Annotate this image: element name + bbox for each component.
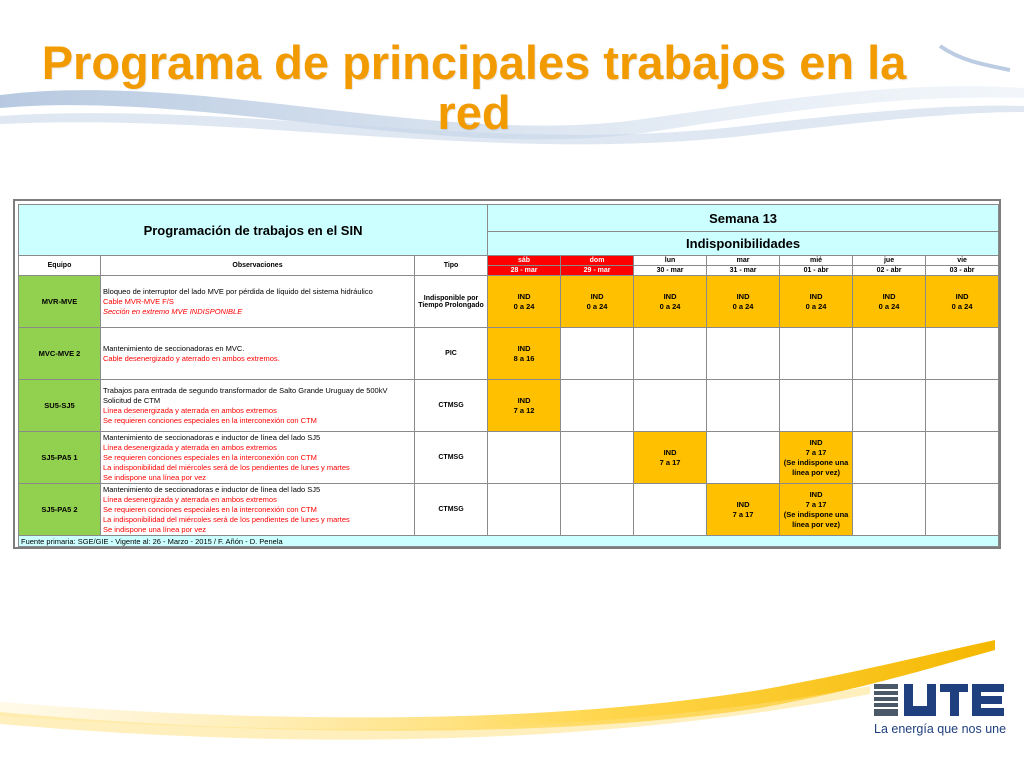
column-header-equipo: Equipo [19,256,101,276]
ute-logo [874,680,1006,720]
day-name-cell: sáb [488,256,561,266]
observation-line: Se indispone una línea por vez [103,472,206,482]
observation-line: La indisponibilidad del miércoles será de los pendientes de lunes y martes [103,462,350,472]
empty-day-cell [634,380,707,432]
table-row [19,432,999,484]
type-cell: CTMSG [415,432,488,484]
unavailability-header: Indisponibilidades [488,232,999,256]
equipment-cell: SJ5-PA5 2 [19,484,101,536]
observation-line: La indisponibilidad del miércoles será de los pendientes de lunes y martes [103,514,350,524]
observation-line: Se requieren conciones especiales en la interconexión con CTM [103,452,317,462]
empty-day-cell [561,432,634,484]
empty-day-cell [634,484,707,536]
empty-day-cell [780,328,853,380]
column-header-observaciones: Observaciones [101,256,415,276]
table-row [19,276,999,328]
schedule-table [18,204,999,547]
observation-line: Se requieren conciones especiales en la interconexión con CTM [103,504,317,514]
table-footer-source: Fuente primaria: SGE/GIE - Vigente al: 26 - Marzo - 2015 / F. Añón - D. Penela [19,536,999,547]
observation-line: Solicitud de CTM [103,395,161,405]
observations-cell [101,380,415,432]
day-name-cell: mié [780,256,853,266]
observation-line: Trabajos para entrada de segundo transformador de Salto Grande Uruguay de 500kV [103,385,388,395]
type-cell: CTMSG [415,484,488,536]
unavailability-cell: IND 8 a 16 [488,328,561,380]
empty-day-cell [926,432,999,484]
empty-day-cell [707,432,780,484]
day-date-cell: 29 - mar [561,266,634,276]
empty-day-cell [488,432,561,484]
empty-day-cell [634,328,707,380]
empty-day-cell [926,380,999,432]
observations-cell [101,484,415,536]
equipment-cell: SJ5-PA5 1 [19,432,101,484]
equipment-cell: MVR-MVE [19,276,101,328]
type-cell: Indisponible por Tiempo Prolongado [415,276,488,328]
empty-day-cell [926,484,999,536]
unavailability-cell: IND 7 a 17 [634,432,707,484]
equipment-cell: MVC-MVE 2 [19,328,101,380]
observations-cell [101,432,415,484]
observation-line: Se indispone una línea por vez [103,524,206,534]
observation-line: Bloqueo de interruptor del lado MVE por pérdida de líquido del sistema hidráulico [103,286,373,296]
observation-line: Línea desenergizada y aterrada en ambos extremos [103,405,277,415]
day-name-cell: lun [634,256,707,266]
table-row [19,484,999,536]
unavailability-cell: IND 7 a 17 [707,484,780,536]
observation-line: Mantenimiento de seccionadoras e inductor de línea del lado SJ5 [103,484,321,494]
page-title: Programa de principales trabajos en la red [41,36,907,139]
unavailability-cell: IND 0 a 24 [634,276,707,328]
unavailability-cell: IND 0 a 24 [488,276,561,328]
empty-day-cell [853,328,926,380]
empty-day-cell [853,380,926,432]
observation-line: Línea desenergizada y aterrada en ambos extremos [103,442,277,452]
empty-day-cell [853,484,926,536]
empty-day-cell [561,380,634,432]
day-date-cell: 28 - mar [488,266,561,276]
day-date-cell: 03 - abr [926,266,999,276]
schedule-frame [13,199,1001,549]
type-cell: PIC [415,328,488,380]
day-date-cell: 31 - mar [707,266,780,276]
equipment-cell: SU5-SJ5 [19,380,101,432]
table-row [19,328,999,380]
unavailability-cell: IND 7 a 17 (Se indispone una línea por vez) [780,484,853,536]
column-header-tipo: Tipo [415,256,488,276]
observation-line: Mantenimiento de seccionadoras en MVC. [103,343,245,353]
observation-line: Se requieren conciones especiales en la interconexión con CTM [103,415,317,425]
table-main-header: Programación de trabajos en el SIN [19,205,488,256]
observations-cell [101,276,415,328]
unavailability-cell: IND 0 a 24 [561,276,634,328]
empty-day-cell [561,484,634,536]
unavailability-cell: IND 0 a 24 [780,276,853,328]
empty-day-cell [561,328,634,380]
empty-day-cell [853,432,926,484]
observation-line: Cable MVR-MVE F/S [103,296,174,306]
empty-day-cell [488,484,561,536]
company-slogan: La energía que nos une [874,722,1007,736]
day-date-cell: 01 - abr [780,266,853,276]
empty-day-cell [707,328,780,380]
day-name-cell: mar [707,256,780,266]
unavailability-cell: IND 0 a 24 [853,276,926,328]
day-date-cell: 02 - abr [853,266,926,276]
empty-day-cell [780,380,853,432]
observation-line: Línea desenergizada y aterrada en ambos extremos [103,494,277,504]
observation-line: Mantenimiento de seccionadoras e inductor de línea del lado SJ5 [103,432,321,442]
day-name-cell: jue [853,256,926,266]
unavailability-cell: IND 7 a 17 (Se indispone una línea por vez) [780,432,853,484]
empty-day-cell [707,380,780,432]
day-name-cell: vie [926,256,999,266]
week-header: Semana 13 [488,205,999,232]
observation-line: Sección en extremo MVE INDISPONIBLE [103,306,243,316]
unavailability-cell: IND 0 a 24 [926,276,999,328]
observations-cell [101,328,415,380]
unavailability-cell: IND 0 a 24 [707,276,780,328]
unavailability-cell: IND 7 a 12 [488,380,561,432]
day-date-cell: 30 - mar [634,266,707,276]
type-cell: CTMSG [415,380,488,432]
table-row [19,380,999,432]
empty-day-cell [926,328,999,380]
day-name-cell: dom [561,256,634,266]
observation-line: Cable desenergizado y aterrado en ambos extremos. [103,353,280,363]
